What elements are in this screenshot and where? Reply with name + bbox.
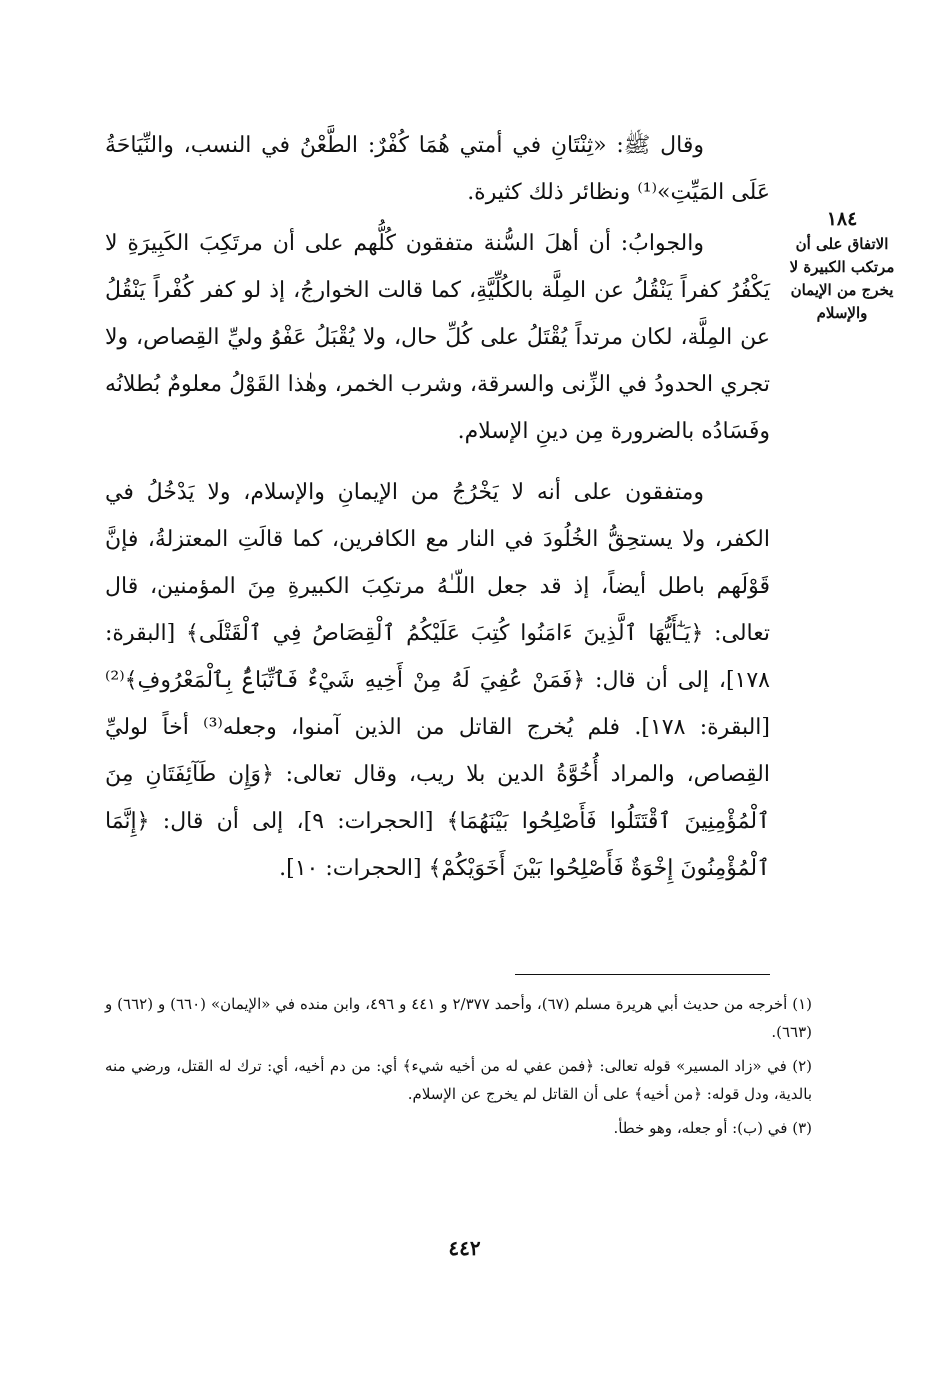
paragraph-agreement: ومتفقون على أنه لا يَخْرُجُ من الإيمانِ والإسلام، ولا يَدْخُلُ في الكفر، ولا يستحِقُّ الخُلُودَ في النار مع الكافرين، كما قالَتِ المعتزلةُ، فإنَّ قَوْلَهم باطل أيضاً، إذ قد جعل اللّـٰهُ مرتكِبَ الكبيرةِ مِنَ المؤمنين، قال تعالى: ﴿يَـٰٓأَيُّهَا ٱلَّذِينَ ءَامَنُوا كُتِبَ عَلَيْكُمُ ٱلْقِصَاصُ فِي ٱلْقَتْلَى﴾ [البقرة: ١٧٨]، إلى أن قال: ﴿فَمَنْ عُفِيَ لَهُ مِنْ أَخِيهِ شَيْءٌ فَٱتِّبَاعٌۢ بِٱلْمَعْرُوفِ﴾⁽²⁾ [البقرة: ١٧٨]. فلم يُخرج القاتل من الذين آمنوا، وجعله⁽³⁾ أخاً لوليِّ القِصاص، والمراد أُخُوَّةُ الدين بلا ريب، وقال تعالى: ﴿وَإِن طَآئِفَتَانِ مِنَ ٱلْمُؤْمِنِينَ ٱقْتَتَلُوا فَأَصْلِحُوا بَيْنَهُمَا﴾ [الحجرات: ٩]، إلى أن قال: ﴿إِنَّمَا ٱلْمُؤْمِنُونَ إِخْوَةٌ فَأَصْلِحُوا بَيْنَ أَخَوَيْكُمْ﴾ [الحجرات: ١٠]. — [105, 480, 770, 881]
page-number: ٤٤٢ — [448, 1236, 481, 1260]
margin-note-number: ١٨٤ — [826, 208, 858, 230]
footnote-3: (٣) في (ب): أو جعله، وهو خطأ. — [613, 1119, 812, 1137]
footnote-1: (١) أخرجه من حديث أبي هريرة مسلم (٦٧)، وأحمد ٢/٣٧٧ و ٤٤١ و ٤٩٦، وابن منده في «الإيمان» (٦٦٠) و (٦٦٢) و (٦٦٣). — [105, 995, 813, 1041]
footnotes — [105, 990, 812, 1148]
footnote-divider — [515, 974, 770, 975]
paragraph-answer: والجوابُ: أن أهلَ السُّنة متفقون كُلُّهم على أن مرتَكِبَ الكَبِيرَةِ لا يَكْفُرُ كفراً يَنْقُلُ عن المِلَّة بالكُلِّيَّةِ، كما قالت الخوارجُ، إذ لو كفر كُفْراً يَنْقُلُ عن المِلَّة، لكان مرتداً يُقْتَلُ على كُلِّ حال، ولا يُقْبَلُ عَفْوُ وليِّ القِصاص، ولا تجري الحدودُ في الزِّنى والسرقة، وشرب الخمر، وهٰذا القَوْلُ معلومٌ بُطلانُه وفَسَادُه بالضرورة مِن دينِ الإسلام. — [105, 231, 770, 444]
footnote-2: (٢) في «زاد المسير» قوله تعالى: ﴿فمن عفي له من أخيه شيء﴾ أي: من دم أخيه، أي: ترك له القتل، ورضي منه بالدية، ودل قوله: ﴿من أخيه﴾ على أن القاتل لم يخرج عن الإسلام. — [105, 1057, 812, 1103]
main-text — [105, 122, 770, 892]
margin-note — [782, 207, 902, 325]
margin-note-text: الاتفاق على أن مرتكب الكبيرة لا يخرج من الإيمان والإسلام — [789, 235, 895, 322]
paragraph-hadith: وقال ﷺ: «ثِنْتَانِ في أمتي هُمَا كُفْرٌ: الطَّعْنُ في النسب، والنِّيَاحَةُ عَلَى المَيِّتِ»⁽¹⁾ ونظائر ذلك كثيرة. — [105, 133, 770, 205]
